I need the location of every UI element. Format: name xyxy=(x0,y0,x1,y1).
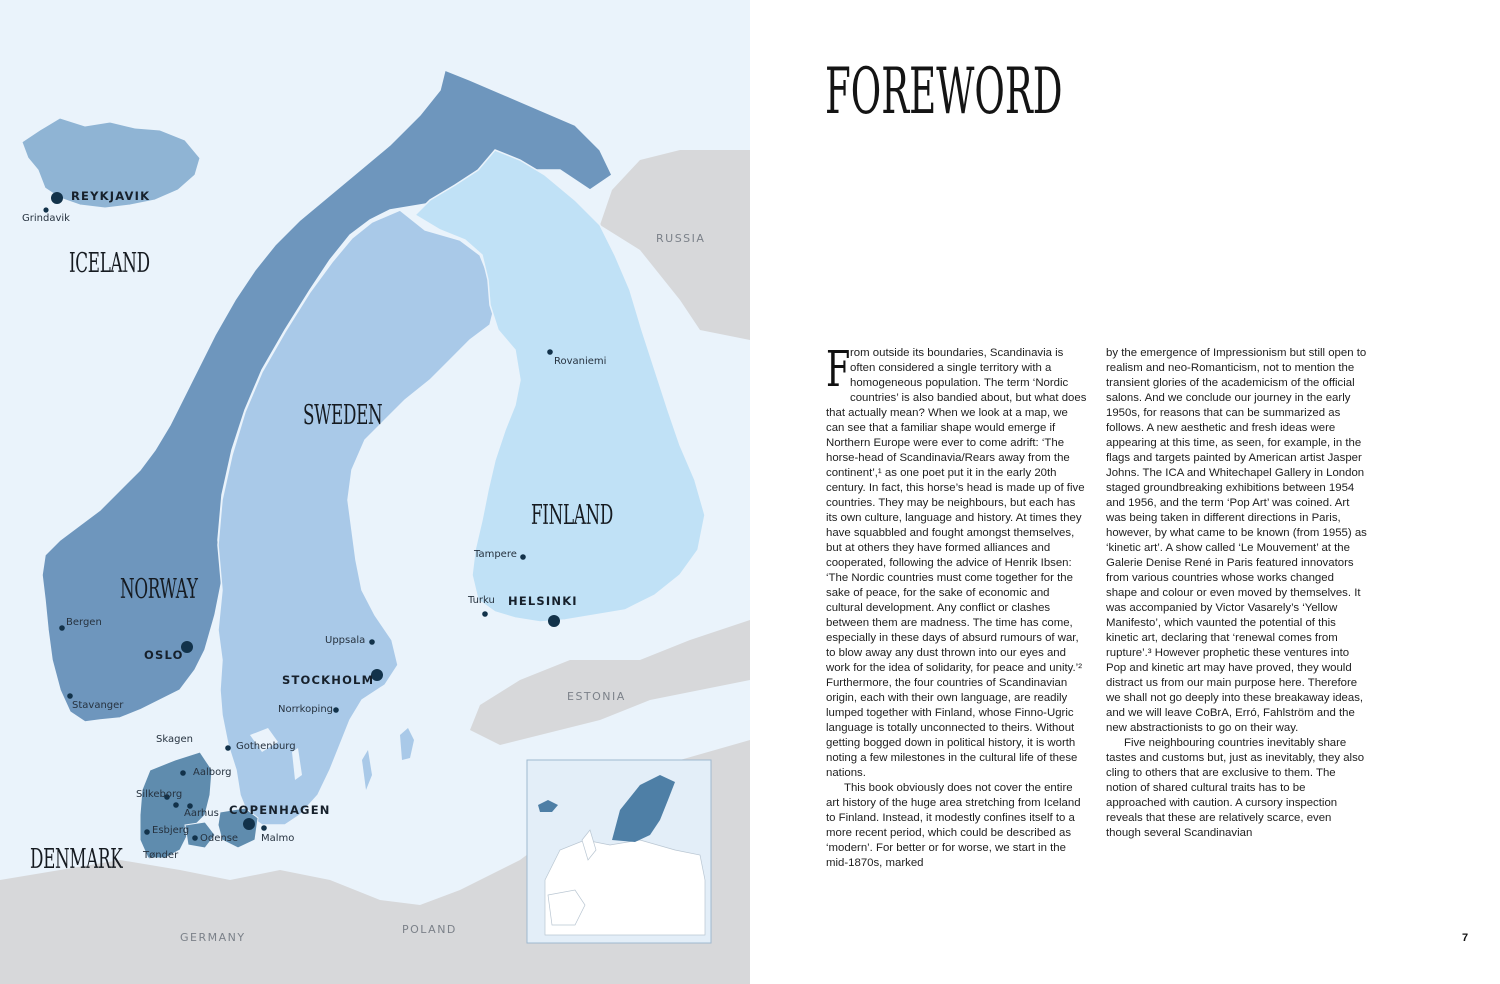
city-label-gothenburg: Gothenburg xyxy=(236,741,296,752)
city-label-uppsala: Uppsala xyxy=(325,635,366,646)
capital-label-reykjavik: REYKJAVIK xyxy=(71,189,151,203)
city-label-grindavik: Grindavik xyxy=(22,213,70,224)
city-label-tonder: Tønder xyxy=(143,850,179,861)
paragraph: rom outside its boundaries, Scandinavia is often considered a single territory with a homogeneous population. The term ‘Nordic countries’ is also bandied about, but what does that actually mean? When we look at a map, we can see that a familiar shape would emerge if Northern Europe were ever to come adrift: ‘The horse-head of Scandinavia/Rears away from the continent’,¹ as one poet put it in the early 20th century. In fact, this horse’s head is made up of five countries. They may be neighbours, but each has its own culture, language and history. At times they have squabbled and fought amongst themselves, but at others they have formed alliances and cooperated, following the advice of Henrik Ibsen: ‘The Nordic countries must come together for the sake of peace, for the sake of economic and cultural development. Any conflict or clashes between them are madness. The time has come, especially in these days of absurd rumours of war, to blow away any dust thrown into our eyes and work for the idea of solidarity, for peace and unity.’² Furthermore, the four countries of Scandinavian origin, each with their own language, are readily lumped together with Finland, whose Finno-Ugric language is totally unconnected to theirs. Without getting bogged down in political history, it is worth noting a few milestones in the cultural life of these nations. xyxy=(826,347,1087,779)
country-label-iceland: ICELAND xyxy=(69,248,150,279)
city-label-bergen: Bergen xyxy=(66,617,102,628)
city-label-esbjerg: Esbjerg xyxy=(152,825,190,836)
capital-label-stockholm: STOCKHOLM xyxy=(282,673,375,687)
city-label-norrkoping: Norrkoping xyxy=(278,704,334,715)
city-label-aarhus: Aarhus xyxy=(184,808,219,819)
city-label-turku: Turku xyxy=(468,595,495,606)
drop-cap: F xyxy=(826,340,851,398)
paragraph: by the emergence of Impressionism but still open to realism and neo-Romanticism, not to mention the transient glories of the academicism of the official salons. And we conclude our journey in the early 1950s, for reasons that can be summarized as follows. A new aesthetic and fresh ideas were appearing at this time, as seen, for example, in the flags and targets painted by American artist Jasper Johns. The ICA and Whitechapel Gallery in London staged groundbreaking exhibitions between 1954 and 1956, and the term ‘Pop Art’ was coined. Art was being taken in different directions in Paris, however, by what came to be known (from 1955) as ‘kinetic art’. A show called ‘Le Mouvement’ at the Galerie Denise René in Paris featured innovators from various countries whose works changed shape and colour or even moved by themselves. It was accompanied by Victor Vasarely’s ‘Yellow Manifesto’, which vaunted the potential of this kinetic art, declaring that ‘renewal comes from rupture’.³ However prophetic these ventures into Pop and kinetic art may have proved, they would distract us from our main purpose here. Therefore we shall not go deeply into these breakaway ideas, and we will leave CoBrA, Erró, Fahlström and the new abstractionists to go on their way. xyxy=(1106,347,1367,734)
country-label-finland: FINLAND xyxy=(531,500,613,531)
neighbour-label-russia: RUSSIA xyxy=(656,232,706,245)
country-label-norway: NORWAY xyxy=(120,574,198,605)
baltic-land xyxy=(470,620,750,745)
page-number: 7 xyxy=(1462,932,1469,944)
paragraph: Five neighbouring countries inevitably share tastes and customs but, just as inevitably, they also cling to others that are exclusive to them. The notion of shared cultural traits has to be approached with caution. A cursory inspection reveals that these are relatively scarce, even though several Scandinavian xyxy=(1106,737,1365,839)
text-page xyxy=(750,0,1500,984)
text-column-left xyxy=(826,340,1088,871)
city-label-rovaniemi: Rovaniemi xyxy=(554,356,607,367)
city-label-stavanger: Stavanger xyxy=(72,700,124,711)
neighbour-label-germany: GERMANY xyxy=(180,931,246,944)
oland-island xyxy=(362,750,372,790)
page-title: FOREWORD xyxy=(825,55,1063,129)
city-label-skagen: Skagen xyxy=(156,734,193,745)
neighbour-label-poland: POLAND xyxy=(402,923,457,936)
capital-label-copenhagen: COPENHAGEN xyxy=(229,803,331,817)
country-label-denmark: DENMARK xyxy=(30,844,123,875)
city-label-aalborg: Aalborg xyxy=(193,767,232,778)
capital-label-helsinki: HELSINKI xyxy=(508,594,578,608)
continent-land xyxy=(0,860,520,984)
text-column-right xyxy=(1106,346,1368,841)
city-label-odense: Odense xyxy=(200,833,239,844)
capital-label-oslo: OSLO xyxy=(144,648,184,662)
paragraph: This book obviously does not cover the entire art history of the huge area stretching from Iceland to Finland. Instead, it modestly confines itself to a more recent period, which could be described as ‘modern’. For better or for worse, we start in the mid-1870s, marked xyxy=(826,782,1081,869)
city-label-silkeborg: Silkeborg xyxy=(136,789,183,800)
gotland-island xyxy=(400,728,414,760)
neighbour-label-estonia: ESTONIA xyxy=(567,690,626,703)
city-label-tampere: Tampere xyxy=(474,549,517,560)
europe-locator-inset xyxy=(527,760,711,943)
country-label-sweden: SWEDEN xyxy=(303,400,383,431)
city-label-malmo: Malmo xyxy=(261,833,295,844)
